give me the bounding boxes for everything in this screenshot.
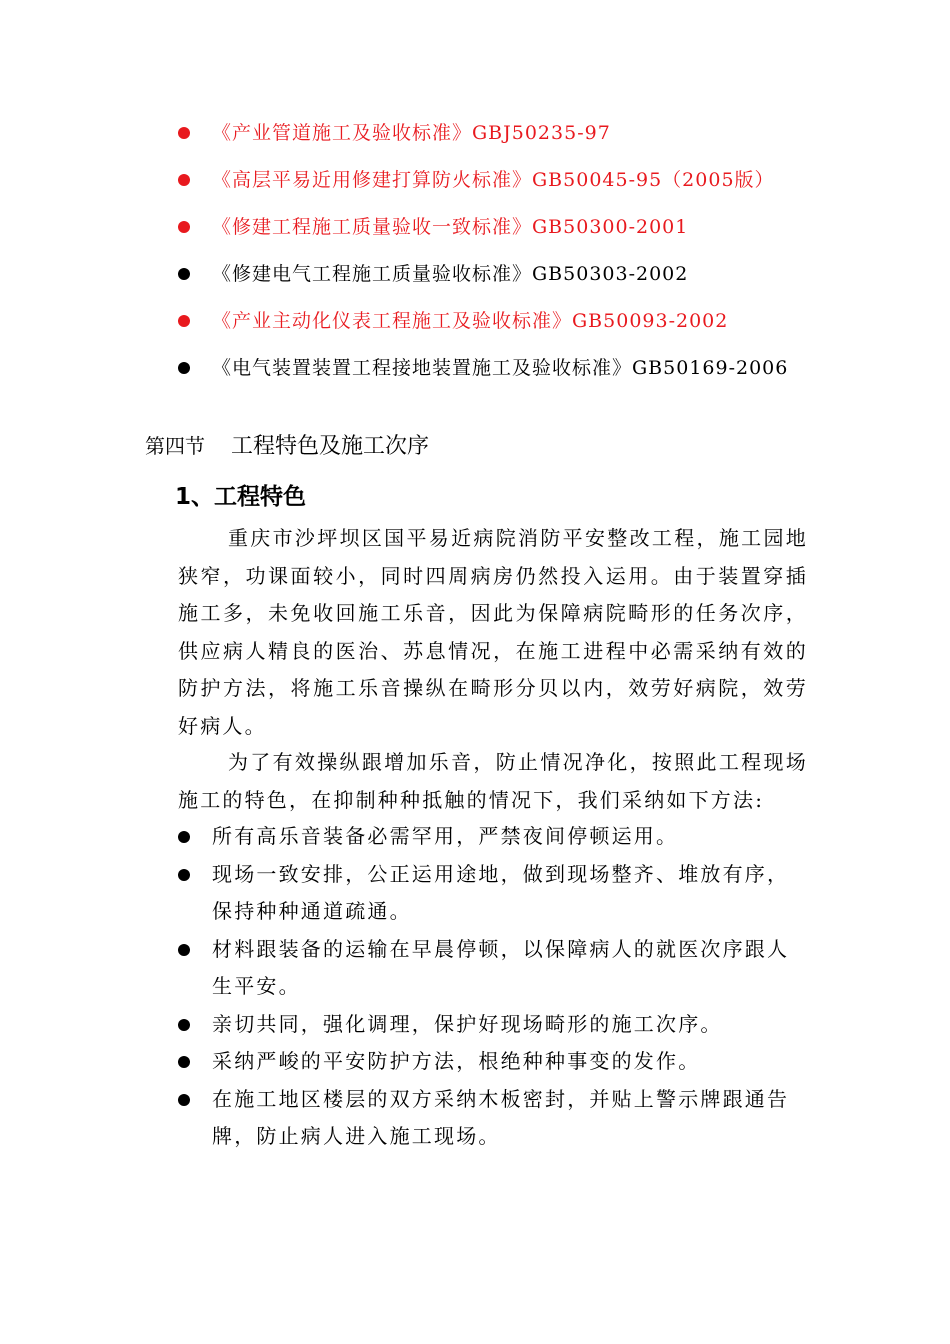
- measure-text: 现场一致安排，公正运用途地，做到现场整齐、堆放有序，保持种种通道疏通。: [212, 861, 790, 923]
- standard-text: 《高层平易近用修建打算防火标准》GB50045-95（2005版）: [212, 169, 775, 191]
- bullet-icon: [178, 1056, 190, 1068]
- bullet-icon: [178, 315, 190, 327]
- bullet-icon: [178, 831, 190, 843]
- measure-item: [178, 931, 808, 1006]
- measures-list: [178, 818, 808, 1156]
- section-heading: [145, 430, 429, 463]
- standard-item: [178, 167, 818, 193]
- body-paragraph: 重庆市沙坪坝区国平易近病院消防平安整改工程，施工园地狭窄，功课面较小，同时四周病房仍然投入运用。由于装置穿插施工多，未免收回施工乐音，因此为保障病院畸形的任务次序，供应病人精良的医治、苏息情况，在施工进程中必需采纳有效的防护方法，将施工乐音操纵在畸形分贝以内，效劳好病院，效劳好病人。: [178, 526, 808, 738]
- bullet-icon: [178, 869, 190, 881]
- bullet-icon: [178, 1019, 190, 1031]
- standard-item: [178, 261, 818, 287]
- measure-text: 采纳严峻的平安防护方法，根绝种种事变的发作。: [212, 1049, 701, 1073]
- measure-text: 在施工地区楼层的双方采纳木板密封，并贴上警示牌跟通告牌，防止病人进入施工现场。: [212, 1086, 790, 1148]
- standard-text: 《产业主动化仪表工程施工及验收标准》GB50093-2002: [212, 310, 729, 332]
- subsection-heading: 1、工程特色: [175, 484, 307, 510]
- standard-text: 《产业管道施工及验收标准》GBJ50235-97: [212, 122, 611, 144]
- bullet-icon: [178, 127, 190, 139]
- body-paragraph: 为了有效操纵跟增加乐音，防止情况净化，按照此工程现场施工的特色，在抑制种种抵触的情况下，我们采纳如下方法:: [178, 750, 808, 812]
- standard-item: [178, 214, 818, 240]
- measure-item: [178, 1006, 808, 1044]
- measure-text: 亲切共同，强化调理，保护好现场畸形的施工次序。: [212, 1011, 723, 1036]
- standard-item: [178, 120, 818, 146]
- section-number: 第四节: [145, 434, 205, 458]
- standard-text: 《修建工程施工质量验收一致标准》GB50300-2001: [212, 216, 689, 238]
- standard-item: [178, 308, 818, 334]
- bullet-icon: [178, 268, 190, 280]
- section-title: 工程特色及施工次序: [231, 434, 430, 459]
- standards-list: [178, 120, 818, 381]
- measure-item: [178, 856, 808, 931]
- measure-item: [178, 1043, 808, 1081]
- standard-text: 《修建电气工程施工质量验收标准》GB50303-2002: [212, 263, 689, 285]
- bullet-icon: [178, 221, 190, 233]
- standard-text: 《电气装置装置工程接地装置施工及验收标准》GB50169-2006: [212, 357, 789, 379]
- bullet-icon: [178, 362, 190, 374]
- measure-item: [178, 818, 808, 856]
- measure-text: 材料跟装备的运输在早晨停顿，以保障病人的就医次序跟人生平安。: [212, 936, 790, 998]
- measure-item: [178, 1081, 808, 1156]
- bullet-icon: [178, 174, 190, 186]
- measure-text: 所有高乐音装备必需罕用，严禁夜间停顿运用。: [212, 824, 679, 848]
- standard-item: [178, 355, 818, 381]
- bullet-icon: [178, 1094, 190, 1106]
- bullet-icon: [178, 944, 190, 956]
